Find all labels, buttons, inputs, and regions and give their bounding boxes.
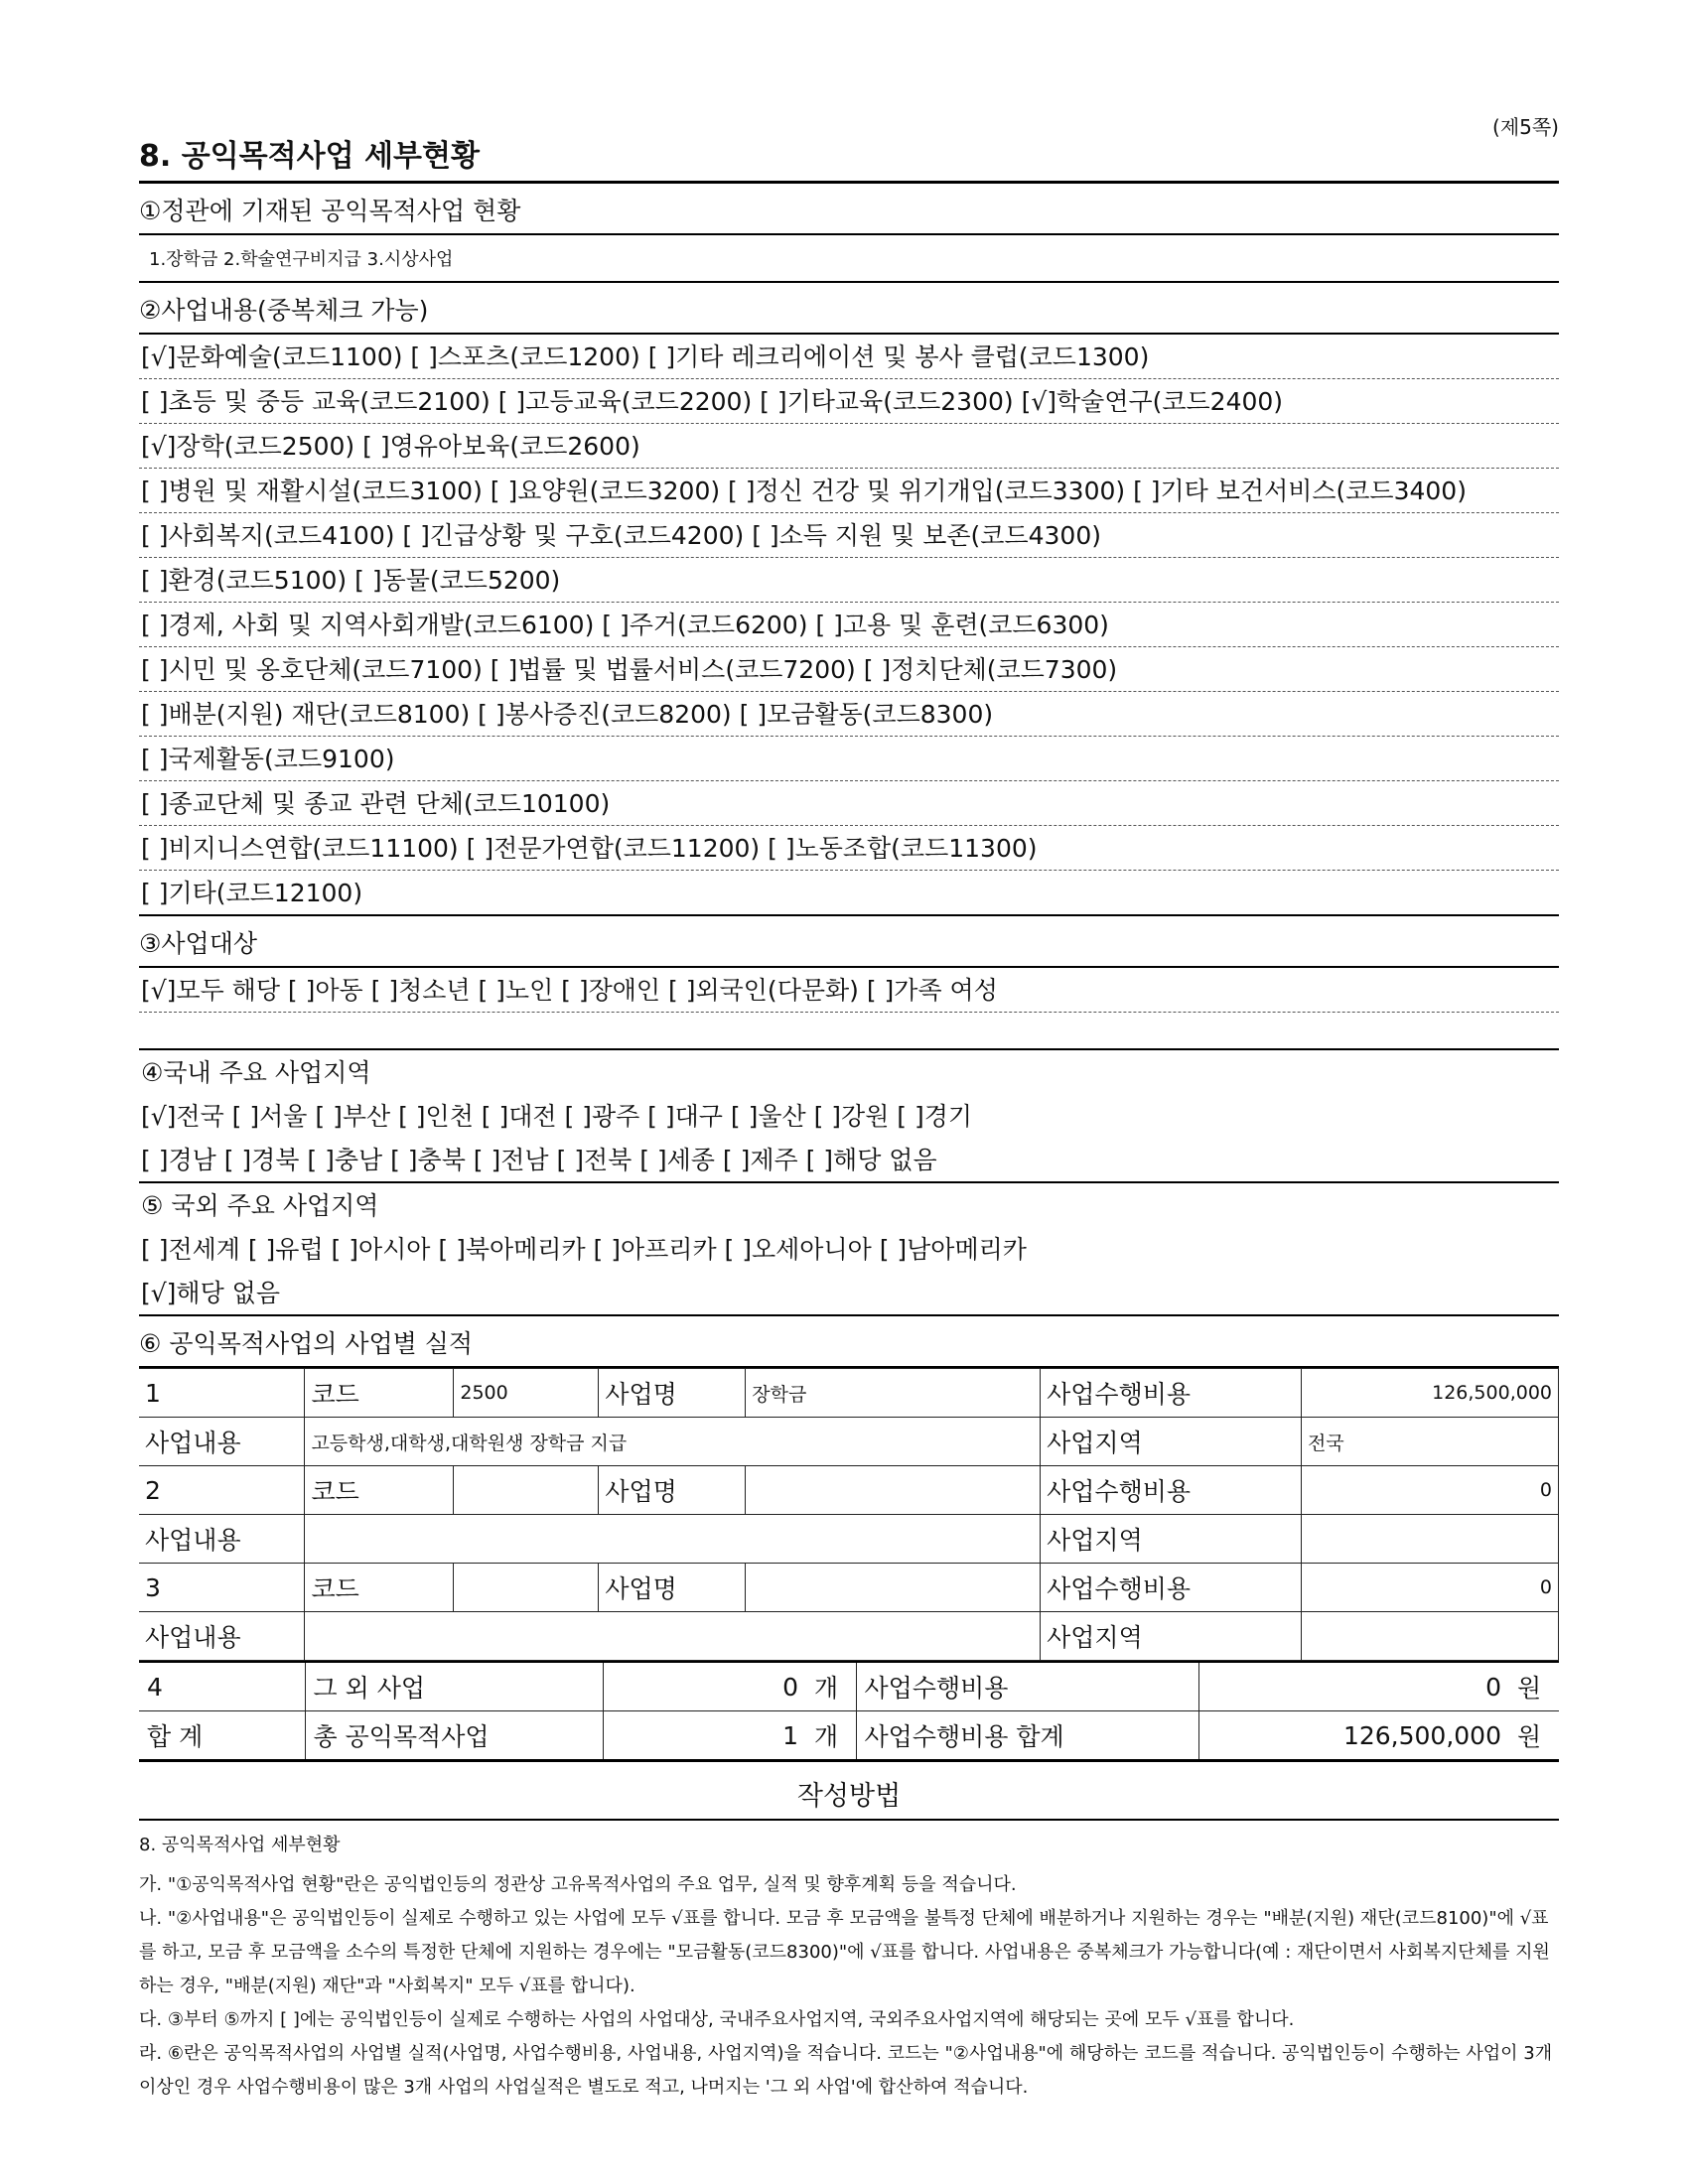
code-value [454,1466,599,1515]
s2-line: [ ]환경(코드5100) [ ]동물(코드5200) [139,558,1559,603]
instruction-paragraph: 라. ⑥란은 공익목적사업의 사업별 실적(사업명, 사업수행비용, 사업내용, 사업지역)을 적습니다. 코드는 "②사업내용"에 해당하는 코드를 적습니다. 공익법인등이 수행하는 사업이 3개 이상인 경우 사업수행비용이 많은 3개 사업의 사업실적은 별도로 적고, 나머지는 '그 외 사업'에 합산하여 적습니다. [139,2043,1553,2098]
table-row [139,1612,1559,1661]
name-label: 사업명 [599,1564,746,1612]
section-title: 8. 공익목적사업 세부현황 [139,131,1559,184]
cost-label: 사업수행비용 [1041,1369,1302,1418]
s2-line: [ ]배분(지원) 재단(코드8100) [ ]봉사증진(코드8200) [ ]모금활동(코드8300) [139,692,1559,737]
content-value [305,1515,1041,1564]
instructions-body [139,1821,1559,2105]
other-cost-label: 사업수행비용 [856,1662,1198,1711]
instruction-paragraph: 가. "①공익목적사업 현황"란은 공익법인등의 정관상 고유목적사업의 주요 업무, 실적 및 향후계획 등을 적습니다. [139,1874,1017,1895]
total-count: 1 [603,1711,806,1761]
s2-line: [ ]국제활동(코드9100) [139,737,1559,781]
content-value: 고등학생,대학생,대학원생 장학금 지급 [305,1418,1041,1466]
other-row [139,1662,1559,1711]
row-no: 2 [139,1466,305,1515]
other-label: 그 외 사업 [305,1662,603,1711]
table-row [139,1466,1559,1515]
code-label: 코드 [305,1564,454,1612]
total-cost: 126,500,000 [1198,1711,1509,1761]
code-value: 2500 [454,1369,599,1418]
s4-heading: ④국내 주요 사업지역 [141,1058,371,1087]
table-row [139,1564,1559,1612]
page-number: (제5쪽) [1492,115,1559,139]
total-cost-label: 사업수행비용 합계 [856,1711,1198,1761]
content-label: 사업내용 [139,1515,305,1564]
s2-line: [√]장학(코드2500) [ ]영유아보육(코드2600) [139,424,1559,469]
region-label: 사업지역 [1041,1418,1302,1466]
s5-line-1: [ ]전세계 [ ]유럽 [ ]아시아 [ ]북아메리카 [ ]아프리카 [ ]오세아니아 [ ]남아메리카 [141,1235,1027,1264]
code-label: 코드 [305,1369,454,1418]
s2-line: [ ]초등 및 중등 교육(코드2100) [ ]고등교육(코드2200) [ ]기타교육(코드2300) [√]학술연구(코드2400) [139,379,1559,424]
s3-heading: ③사업대상 [139,916,1559,968]
code-label: 코드 [305,1466,454,1515]
s5-line-2: [√]해당 없음 [139,1271,1559,1316]
region-label: 사업지역 [1041,1612,1302,1661]
instructions-subheading: 8. 공익목적사업 세부현황 [139,1835,341,1855]
s5-heading: ⑤ 국외 주요 사업지역 [141,1191,379,1220]
row-no: 3 [139,1564,305,1612]
cost-label: 사업수행비용 [1041,1564,1302,1612]
instruction-paragraph: 다. ③부터 ⑤까지 [ ]에는 공익법인등이 실제로 수행하는 사업의 사업대상, 국내주요사업지역, 국외주요사업지역에 해당되는 곳에 모두 √표를 합니다. [139,2009,1295,2030]
totals-table [139,1661,1559,1762]
content-label: 사업내용 [139,1612,305,1661]
region-label: 사업지역 [1041,1515,1302,1564]
s3-blank-line [139,1013,1559,1050]
content-label: 사업내용 [139,1418,305,1466]
region-value: 전국 [1302,1418,1559,1466]
s2-line: [ ]사회복지(코드4100) [ ]긴급상황 및 구호(코드4200) [ ]소득 지원 및 보존(코드4300) [139,513,1559,558]
cost-value: 126,500,000 [1302,1369,1559,1418]
s2-line: [ ]병원 및 재활시설(코드3100) [ ]요양원(코드3200) [ ]정신 건강 및 위기개입(코드3300) [ ]기타 보건서비스(코드3400) [139,469,1559,513]
s3-line: [√]모두 해당 [ ]아동 [ ]청소년 [ ]노인 [ ]장애인 [ ]외국인(다문화) [ ]가족 여성 [139,968,1559,1013]
total-projects-label: 총 공익목적사업 [305,1711,603,1761]
cost-label: 사업수행비용 [1041,1466,1302,1515]
other-count-unit: 개 [806,1662,856,1711]
name-label: 사업명 [599,1369,746,1418]
instruction-paragraph: 나. "②사업내용"은 공익법인등이 실제로 수행하고 있는 사업에 모두 √표를 합니다. 모금 후 모금액을 불특정 단체에 배분하거나 지원하는 경우는 "배분(지원) 재단(코드8100)"에 √표를 하고, 모금 후 모금액을 소수의 특정한 단체에 지원하는 경우에는 "모금활동(코드8300)"에 √표를 합니다. 사업내용은 중복체크가 가능합니다(예 : 재단이면서 사회복지단체를 지원하는 경우, "배분(지원) 재단"과 "사회복지" 모두 √표를 합니다). [139,1908,1550,1996]
cost-value: 0 [1302,1466,1559,1515]
s2-line: [ ]시민 및 옹호단체(코드7100) [ ]법률 및 법률서비스(코드7200) [ ]정치단체(코드7300) [139,647,1559,692]
s1-items: 1.장학금 2.학술연구비지급 3.시상사업 [139,235,1559,283]
total-cost-unit: 원 [1509,1711,1559,1761]
form-page [139,99,1559,2105]
s2-line: [ ]종교단체 및 종교 관련 단체(코드10100) [139,781,1559,826]
other-count: 0 [603,1662,806,1711]
name-label: 사업명 [599,1466,746,1515]
performance-table [139,1368,1559,1661]
s2-line: [ ]비지니스연합(코드11100) [ ]전문가연합(코드11200) [ ]노동조합(코드11300) [139,826,1559,871]
table-row [139,1418,1559,1466]
region-value [1302,1515,1559,1564]
s2-line: [ ]경제, 사회 및 지역사회개발(코드6100) [ ]주거(코드6200) [ ]고용 및 훈련(코드6300) [139,603,1559,647]
name-value [746,1564,1041,1612]
other-cost: 0 [1198,1662,1509,1711]
name-value [746,1466,1041,1515]
s2-line: [√]문화예술(코드1100) [ ]스포츠(코드1200) [ ]기타 레크리에이션 및 봉사 클럽(코드1300) [139,335,1559,379]
name-value: 장학금 [746,1369,1041,1418]
row-no: 1 [139,1369,305,1418]
table-row [139,1515,1559,1564]
table-row [139,1369,1559,1418]
s4-line-1: [√]전국 [ ]서울 [ ]부산 [ ]인천 [ ]대전 [ ]광주 [ ]대구 [ ]울산 [ ]강원 [ ]경기 [141,1102,973,1131]
total-count-unit: 개 [806,1711,856,1761]
content-value [305,1612,1041,1661]
instructions-heading: 작성방법 [139,1762,1559,1821]
s6-heading: ⑥ 공익목적사업의 사업별 실적 [139,1316,1559,1368]
s2-line: [ ]기타(코드12100) [139,871,1559,916]
cost-value: 0 [1302,1564,1559,1612]
other-no: 4 [139,1662,305,1711]
code-value [454,1564,599,1612]
s4-line-2: [ ]경남 [ ]경북 [ ]충남 [ ]충북 [ ]전남 [ ]전북 [ ]세종 [ ]제주 [ ]해당 없음 [139,1138,1559,1183]
total-row [139,1711,1559,1761]
total-label: 합 계 [139,1711,305,1761]
region-value [1302,1612,1559,1661]
s1-heading: ①정관에 기재된 공익목적사업 현황 [139,184,1559,235]
other-cost-unit: 원 [1509,1662,1559,1711]
s2-heading: ②사업내용(중복체크 가능) [139,283,1559,335]
